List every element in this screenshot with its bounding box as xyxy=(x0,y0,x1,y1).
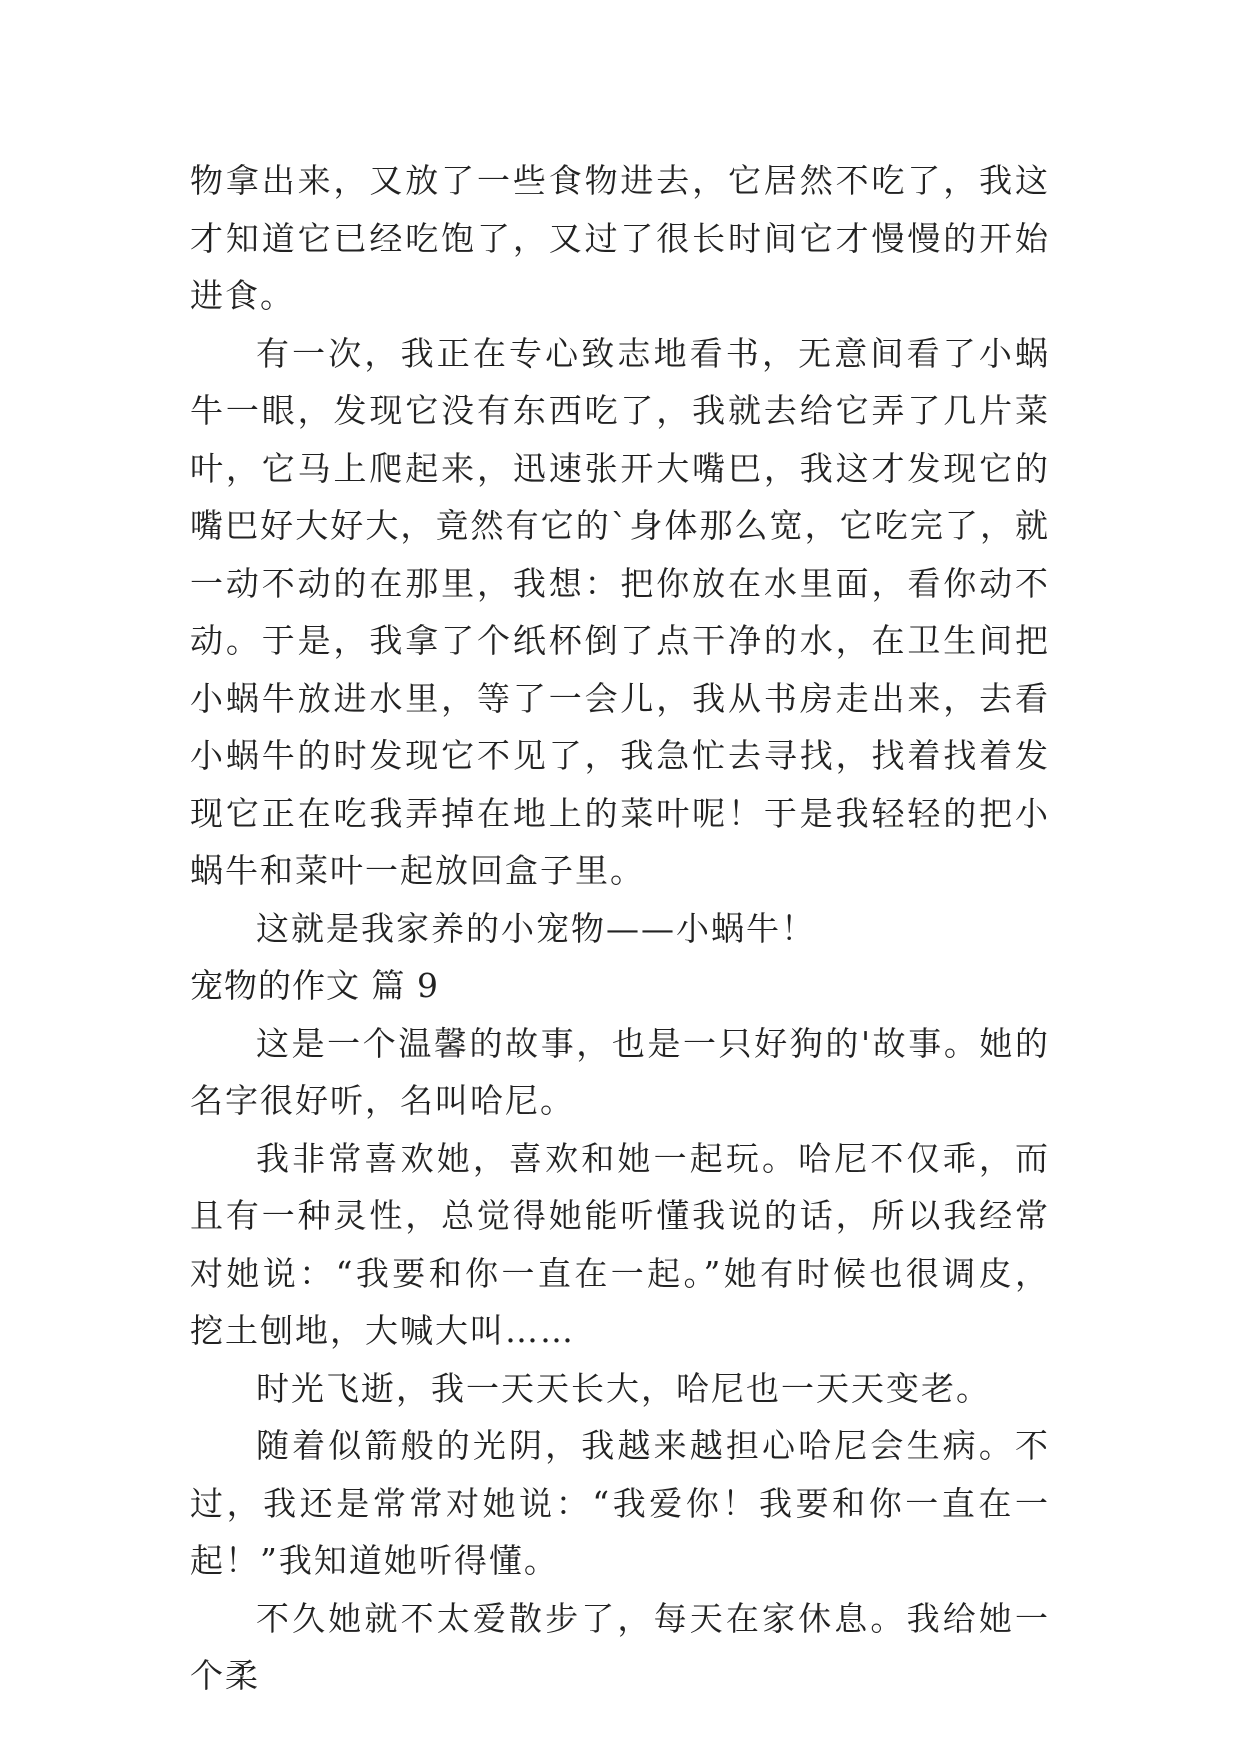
paragraph-dog-time: 时光飞逝，我一天天长大，哈尼也一天天变老。 xyxy=(256,1368,991,1408)
document-body xyxy=(190,152,1050,1705)
paragraph-dog-play: 我非常喜欢她，喜欢和她一起玩。哈尼不仅乖，而且有一种灵性，总觉得她能听懂我说的话，所以我经常对她说：“我要和你一直在一起。”她有时候也很调皮，挖土刨地，大喊大叫…… xyxy=(190,1138,1050,1350)
paragraph-snail-feeding: 物拿出来，又放了一些食物进去，它居然不吃了，我这才知道它已经吃饱了，又过了很长时间它才慢慢的开始进食。 xyxy=(190,161,1050,315)
paragraph-snail-conclusion: 这就是我家养的小宠物——小蜗牛！ xyxy=(256,908,816,948)
paragraph-dog-intro: 这是一个温馨的故事，也是一只好狗的'故事。她的名字很好听，名叫哈尼。 xyxy=(190,1023,1050,1120)
paragraph-snail-story: 有一次，我正在专心致志地看书，无意间看了小蜗牛一眼，发现它没有东西吃了，我就去给它弄了几片菜叶，它马上爬起来，迅速张开大嘴巴，我这才发现它的嘴巴好大好大，竟然有它的`身体那么宽，它吃完了，就一动不动的在那里，我想：把你放在水里面，看你动不动。于是，我拿了个纸杯倒了点干净的水，在卫生间把小蜗牛放进水里，等了一会儿，我从书房走出来，去看小蜗牛的时发现它不见了，我急忙去寻找，找着找着发现它正在吃我弄掉在地上的菜叶呢！于是我轻轻的把小蜗牛和菜叶一起放回盒子里。 xyxy=(190,333,1050,890)
paragraph-dog-rest: 不久她就不太爱散步了，每天在家休息。我给她一个柔 xyxy=(190,1598,1050,1695)
paragraph-dog-worry: 随着似箭般的光阴，我越来越担心哈尼会生病。不过，我还是常常对她说：“我爱你！我要和你一直在一起！”我知道她听得懂。 xyxy=(190,1426,1050,1580)
section-heading: 宠物的作文 篇 9 xyxy=(190,966,439,1005)
